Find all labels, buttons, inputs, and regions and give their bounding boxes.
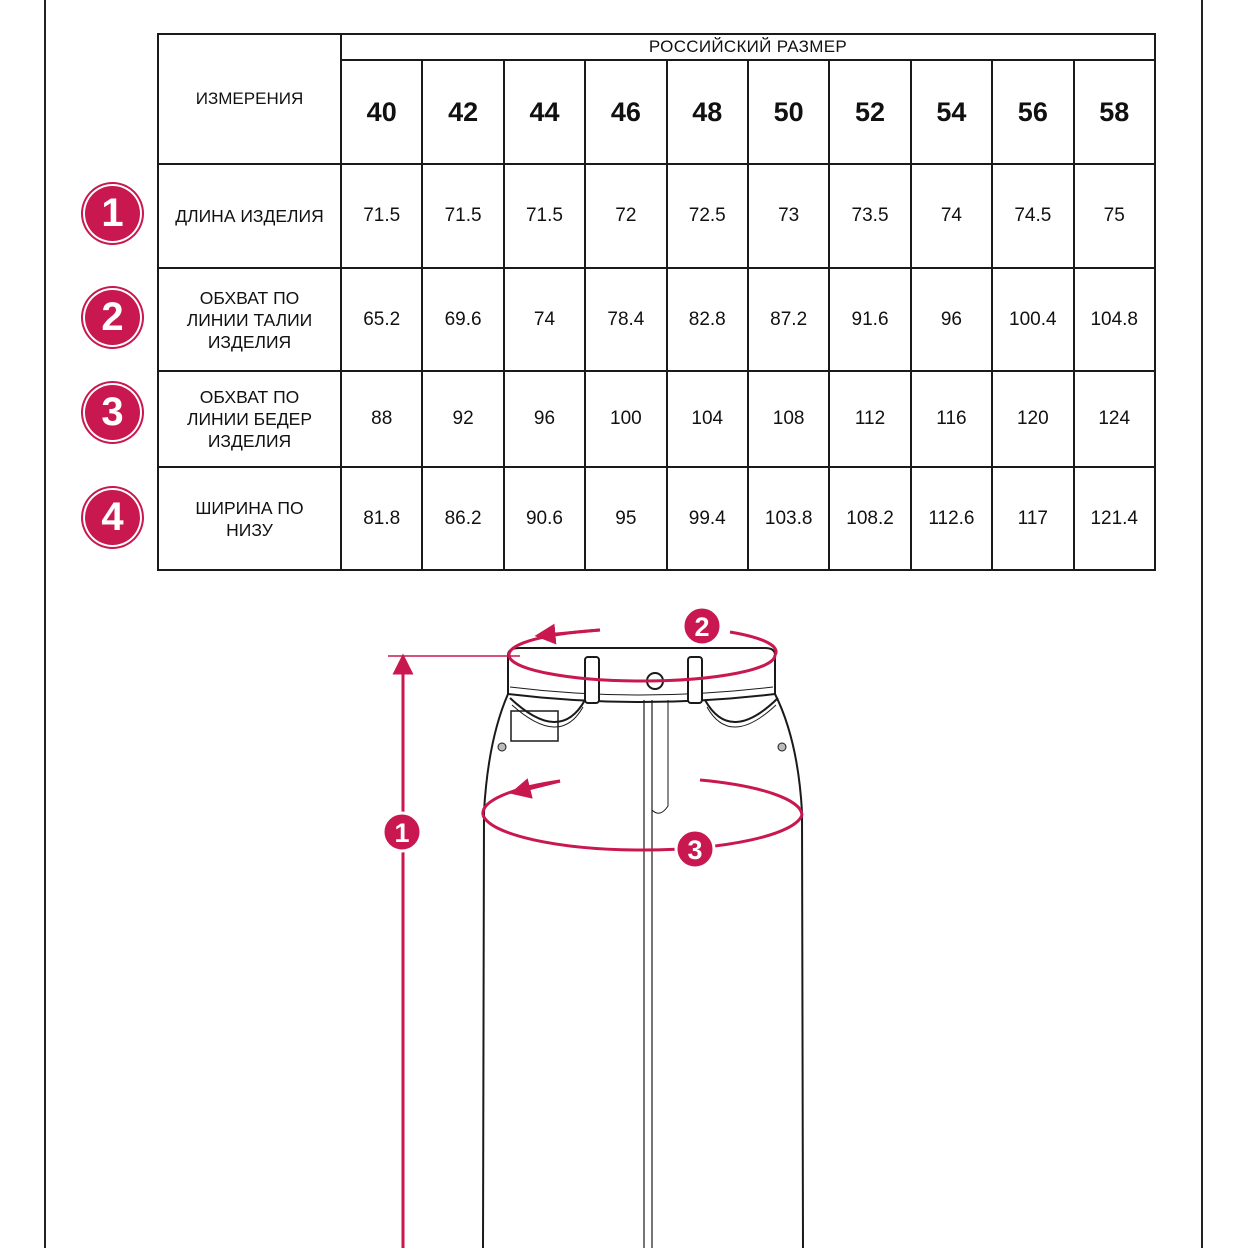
- measurement-value: 124: [1074, 371, 1155, 467]
- measurement-value: 108.2: [829, 467, 910, 570]
- measurement-value: 86.2: [422, 467, 503, 570]
- front-seam: [644, 700, 652, 1248]
- measurement-label-line: ОБХВАТ ПО: [199, 387, 300, 407]
- rivet-right: [778, 743, 786, 751]
- length-marker-label: 1: [394, 818, 410, 848]
- waist-marker-label: 2: [694, 612, 710, 642]
- measurement-value: 74: [911, 164, 992, 268]
- measurement-value: 104: [667, 371, 748, 467]
- fly-stitch: [652, 700, 668, 813]
- measurement-value: 69.6: [422, 268, 503, 371]
- size-header-cell: 42: [422, 60, 503, 164]
- size-header-cell: 52: [829, 60, 910, 164]
- measurement-label-line: ОБХВАТ ПО: [199, 287, 300, 308]
- skirt-right-side: [775, 694, 803, 1248]
- measurement-value: 103.8: [748, 467, 829, 570]
- waist-marker: [683, 607, 721, 645]
- row-number-badge: 2: [85, 290, 140, 345]
- size-header-cell: 44: [504, 60, 585, 164]
- rivet-left: [498, 743, 506, 751]
- size-header-cell: 50: [748, 60, 829, 164]
- size-header-cell: 46: [585, 60, 666, 164]
- measurement-value: 87.2: [748, 268, 829, 371]
- hip-guide: [483, 780, 802, 850]
- size-header-cell: 48: [667, 60, 748, 164]
- row-number-badge: 4: [85, 490, 140, 545]
- row-number-badge: 3: [85, 385, 140, 440]
- measurement-value: 95: [585, 467, 666, 570]
- length-marker: [383, 813, 421, 851]
- measurement-value: 92: [422, 371, 503, 467]
- measurement-value: 73: [748, 164, 829, 268]
- size-header-cell: 40: [341, 60, 422, 164]
- measurement-value: 99.4: [667, 467, 748, 570]
- measurement-value: 104.8: [1074, 268, 1155, 371]
- measurement-value: 100.4: [992, 268, 1073, 371]
- size-header-cell: 54: [911, 60, 992, 164]
- measurement-value: 82.8: [667, 268, 748, 371]
- row-number-badge: 1: [85, 186, 140, 241]
- measurement-value: 117: [992, 467, 1073, 570]
- measurement-value: 74: [504, 268, 585, 371]
- size-header-cell: 56: [992, 60, 1073, 164]
- measurement-value: 108: [748, 371, 829, 467]
- hips-marker: [676, 830, 714, 868]
- measurement-label-line: ШИРИНА ПО: [195, 497, 304, 518]
- measurement-label-line: ДЛИНА ИЗДЕЛИЯ: [175, 206, 324, 226]
- measurement-value: 65.2: [341, 268, 422, 371]
- russian-size-header-label: РОССИЙСКИЙ РАЗМЕР: [648, 37, 847, 56]
- measurement-value: 72.5: [667, 164, 748, 268]
- measurement-value: 96: [504, 371, 585, 467]
- waistband-stitch: [510, 687, 773, 695]
- size-header-cell: 58: [1074, 60, 1155, 164]
- measurement-value: 75: [1074, 164, 1155, 268]
- measurement-value: 73.5: [829, 164, 910, 268]
- measurement-value: 96: [911, 268, 992, 371]
- measurement-value: 71.5: [422, 164, 503, 268]
- measurement-value: 78.4: [585, 268, 666, 371]
- waist-guide: [509, 630, 776, 681]
- measurement-value: 81.8: [341, 467, 422, 570]
- measurement-value: 88: [341, 371, 422, 467]
- measurement-label-line: ЛИНИИ ТАЛИИ: [186, 309, 313, 330]
- hips-marker-label: 3: [687, 835, 703, 865]
- measurement-value: 120: [992, 371, 1073, 467]
- measurement-value: 91.6: [829, 268, 910, 371]
- measurement-value: 90.6: [504, 467, 585, 570]
- measurement-value: 71.5: [504, 164, 585, 268]
- measurement-value: 74.5: [992, 164, 1073, 268]
- measurement-label-line: ИЗДЕЛИЯ: [207, 431, 292, 451]
- skirt-outline: [483, 648, 803, 1248]
- measurement-label-line: ЛИНИИ БЕДЕР: [186, 409, 313, 429]
- measurements-header-label: ИЗМЕРЕНИЯ: [195, 89, 304, 108]
- measurement-value: 121.4: [1074, 467, 1155, 570]
- measurement-value: 112: [829, 371, 910, 467]
- measurement-value: 116: [911, 371, 992, 467]
- skirt-left-side: [483, 694, 508, 1248]
- measurement-value: 112.6: [911, 467, 992, 570]
- left-pocket: [510, 698, 585, 722]
- measurement-value: 72: [585, 164, 666, 268]
- measurement-value: 100: [585, 371, 666, 467]
- measurement-label-line: ИЗДЕЛИЯ: [207, 331, 292, 352]
- measurement-label-line: НИЗУ: [226, 519, 273, 540]
- measurement-value: 71.5: [341, 164, 422, 268]
